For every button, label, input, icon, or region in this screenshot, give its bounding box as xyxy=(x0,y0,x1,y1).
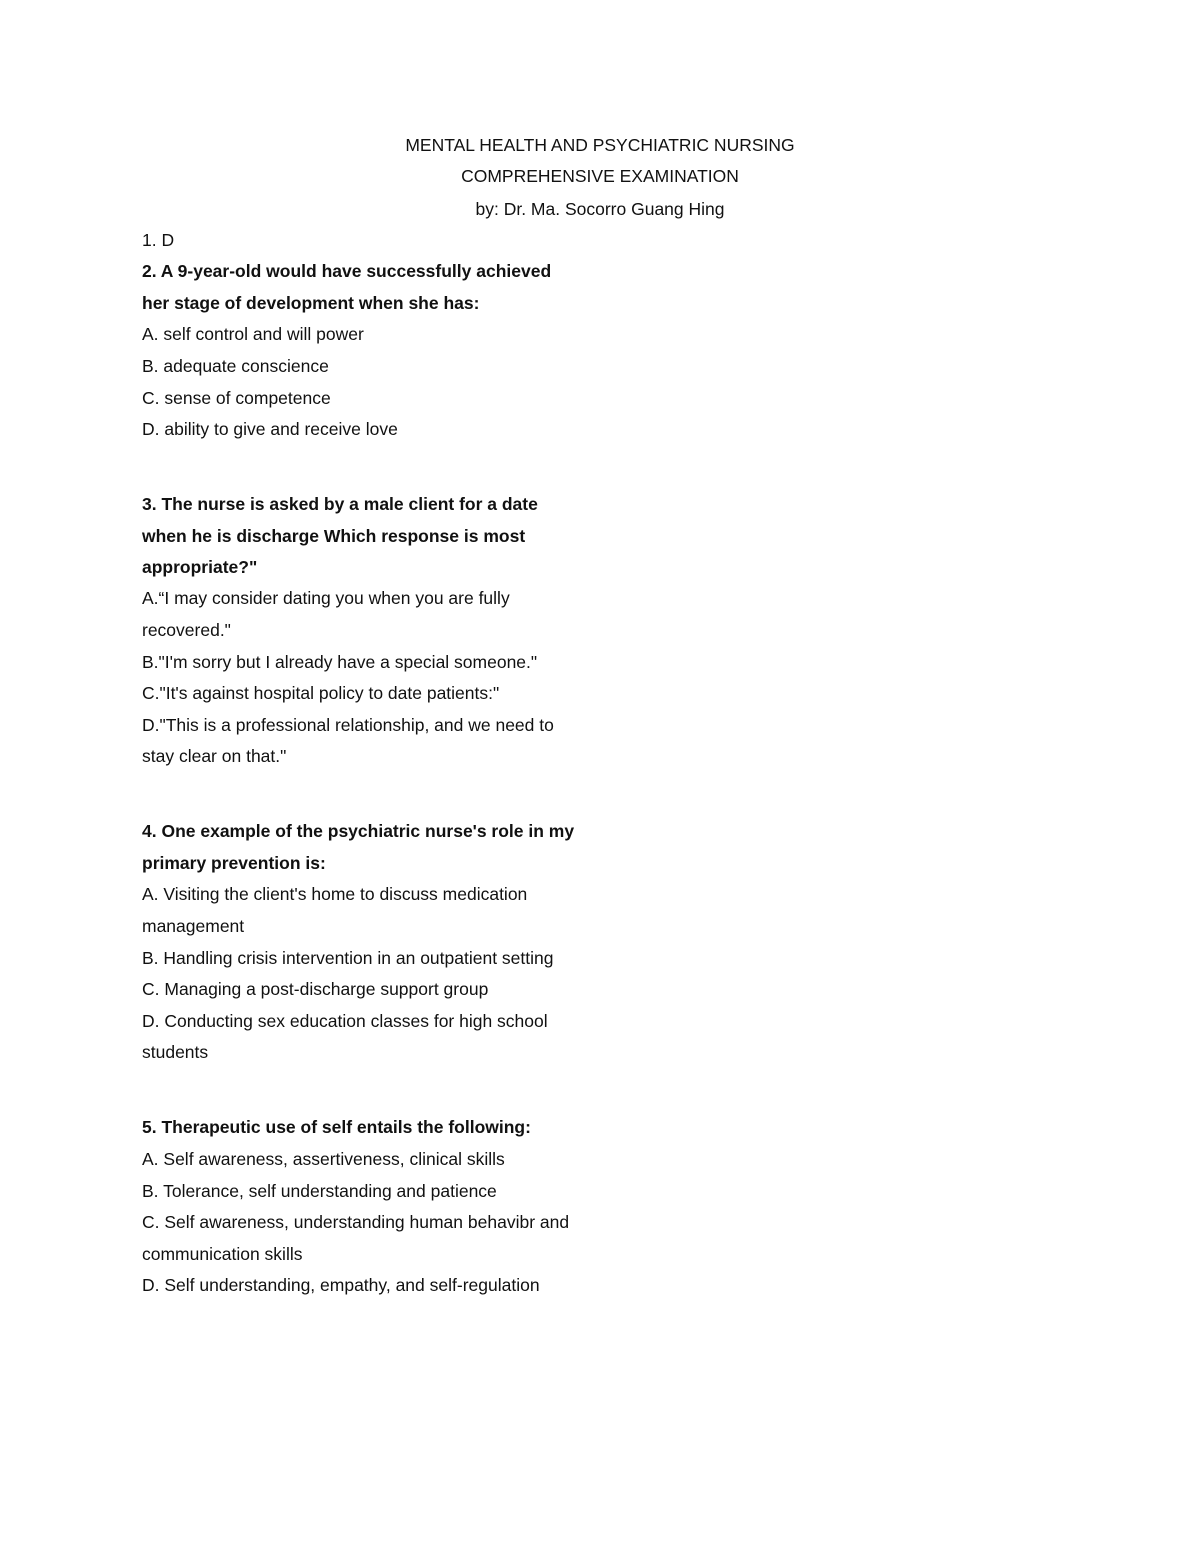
q5-option-a: A. Self awareness, assertiveness, clinical skills xyxy=(142,1149,505,1169)
doc-author: by: Dr. Ma. Socorro Guang Hing xyxy=(475,199,725,219)
q5-question-line: 5. Therapeutic use of self entails the following: xyxy=(142,1117,531,1137)
q2-option-c: C. sense of competence xyxy=(142,388,331,408)
q2-option-a: A. self control and will power xyxy=(142,324,364,344)
q3-question-line: when he is discharge Which response is most xyxy=(142,526,526,546)
doc-title-line1: MENTAL HEALTH AND PSYCHIATRIC NURSING xyxy=(405,135,795,155)
q4-option-d-cont: students xyxy=(142,1042,209,1062)
q4-option-a: A. Visiting the client's home to discuss medication xyxy=(142,884,528,904)
q3-option-d: D."This is a professional relationship, and we need to xyxy=(142,715,554,735)
q3-option-b: B."I'm sorry but I already have a special someone." xyxy=(142,652,538,672)
q3-option-a: A.“I may consider dating you when you are fully xyxy=(142,588,510,608)
q4-option-d: D. Conducting sex education classes for high school xyxy=(142,1011,548,1031)
q4-question-line: primary prevention is: xyxy=(142,853,326,873)
q3-option-d-cont: stay clear on that." xyxy=(142,746,287,766)
q3-option-a-cont: recovered." xyxy=(142,620,231,640)
q5-option-c: C. Self awareness, understanding human behavibr and xyxy=(142,1212,570,1232)
q3-question-line: appropriate?" xyxy=(142,557,258,577)
q2-question-line: 2. A 9-year-old would have successfully achieved xyxy=(142,261,552,281)
q2-option-b: B. adequate conscience xyxy=(142,356,329,376)
q2-option-d: D. ability to give and receive love xyxy=(142,419,398,439)
q4-option-a-cont: management xyxy=(142,916,245,936)
q5-option-d: D. Self understanding, empathy, and self-regulation xyxy=(142,1275,540,1295)
q4-option-c: C. Managing a post-discharge support group xyxy=(142,979,489,999)
q4-question-line: 4. One example of the psychiatric nurse's role in my xyxy=(142,821,575,841)
answer-1: 1. D xyxy=(142,230,175,250)
q3-question-line: 3. The nurse is asked by a male client for a date xyxy=(142,494,538,514)
q4-option-b: B. Handling crisis intervention in an outpatient setting xyxy=(142,948,554,968)
doc-title-line2: COMPREHENSIVE EXAMINATION xyxy=(461,166,739,186)
q2-question-line: her stage of development when she has: xyxy=(142,293,480,313)
q5-option-c-cont: communication skills xyxy=(142,1244,303,1264)
q5-option-b: B. Tolerance, self understanding and patience xyxy=(142,1181,497,1201)
q3-option-c: C."It's against hospital policy to date patients:" xyxy=(142,683,500,703)
